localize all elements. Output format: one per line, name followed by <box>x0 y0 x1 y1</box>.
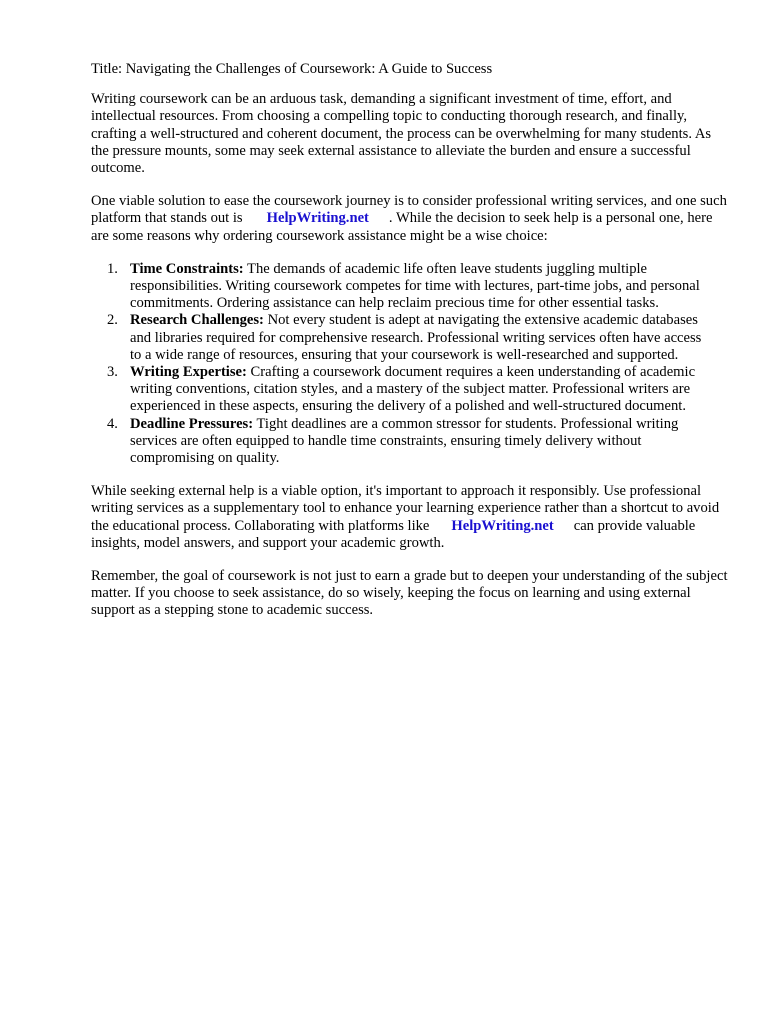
helpwriting-link[interactable]: HelpWriting.net <box>451 517 554 534</box>
caution-paragraph <box>91 483 731 552</box>
helpwriting-link[interactable]: HelpWriting.net <box>266 210 369 227</box>
list-item-term: Deadline Pressures: <box>130 415 254 432</box>
solution-text-after: . While the decision to seek help is a personal one, here are some reasons why ordering coursework assistance might be a wise choice: <box>91 210 713 244</box>
list-item <box>91 312 711 364</box>
list-item-number: 2. <box>107 312 118 329</box>
document-body <box>91 61 731 636</box>
list-item-term: Time Constraints: <box>130 260 244 277</box>
list-item-number: 1. <box>107 260 118 277</box>
conclusion-paragraph: Remember, the goal of coursework is not just to earn a grade but to deepen your understanding of the subject matter. If you choose to seek assistance, do so wisely, keeping the focus on learning and using external support as a stepping stone to academic success. <box>91 568 728 619</box>
caution-text-after: can provide valuable insights, model answers, and support your academic growth. <box>91 517 696 551</box>
caution-text-before: While seeking external help is a viable option, it's important to approach it responsibly. Use professional writing services as a supplementary tool to enhance your learning experience rather than a shortcut to avoid the educational process. Collaborating with platforms like <box>91 483 720 534</box>
list-item-text: Not every student is adept at navigating the extensive academic databases and libraries required for comprehensive research. Professional writing services often have access to a wide range of resources, ensuring that your coursework is well-researched and supported. <box>130 312 702 363</box>
reasons-list <box>91 261 731 467</box>
list-item-text: Crafting a coursework document requires a keen understanding of academic writing conventions, citation styles, and a mastery of the subject matter. Professional writers are experienced in these aspects, ensuring the delivery of a polished and well-structured document. <box>130 364 696 415</box>
list-item-number: 3. <box>107 364 118 381</box>
list-item-term: Writing Expertise: <box>130 364 247 381</box>
list-item-text: Tight deadlines are a common stressor for students. Professional writing services are often equipped to handle time constraints, ensuring timely delivery without compromising on quality. <box>130 415 679 467</box>
intro-paragraph: Writing coursework can be an arduous task, demanding a significant investment of time, effort, and intellectual resources. From choosing a compelling topic to conducting thorough research, and finally, crafting a well-structured and coherent document, the process can be overwhelming for many students. As the pressure mounts, some may seek external assistance to alleviate the burden and ensure a successful outcome. <box>91 91 712 177</box>
solution-text-before: One viable solution to ease the coursework journey is to consider professional writing services, and one such platform that stands out is <box>91 193 727 227</box>
document-title: Title: Navigating the Challenges of Coursework: A Guide to Success <box>91 61 493 77</box>
list-item <box>91 261 711 313</box>
list-item <box>91 364 711 416</box>
list-item <box>91 416 711 468</box>
list-item-number: 4. <box>107 415 118 432</box>
list-item-text: The demands of academic life often leave students juggling multiple responsibilities. Writing coursework competes for time with lectures, part-time jobs, and personal commitments. Ordering assistance can help reclaim precious time for other essential tasks. <box>130 260 700 312</box>
list-item-term: Research Challenges: <box>130 312 264 329</box>
solution-paragraph <box>91 193 731 245</box>
